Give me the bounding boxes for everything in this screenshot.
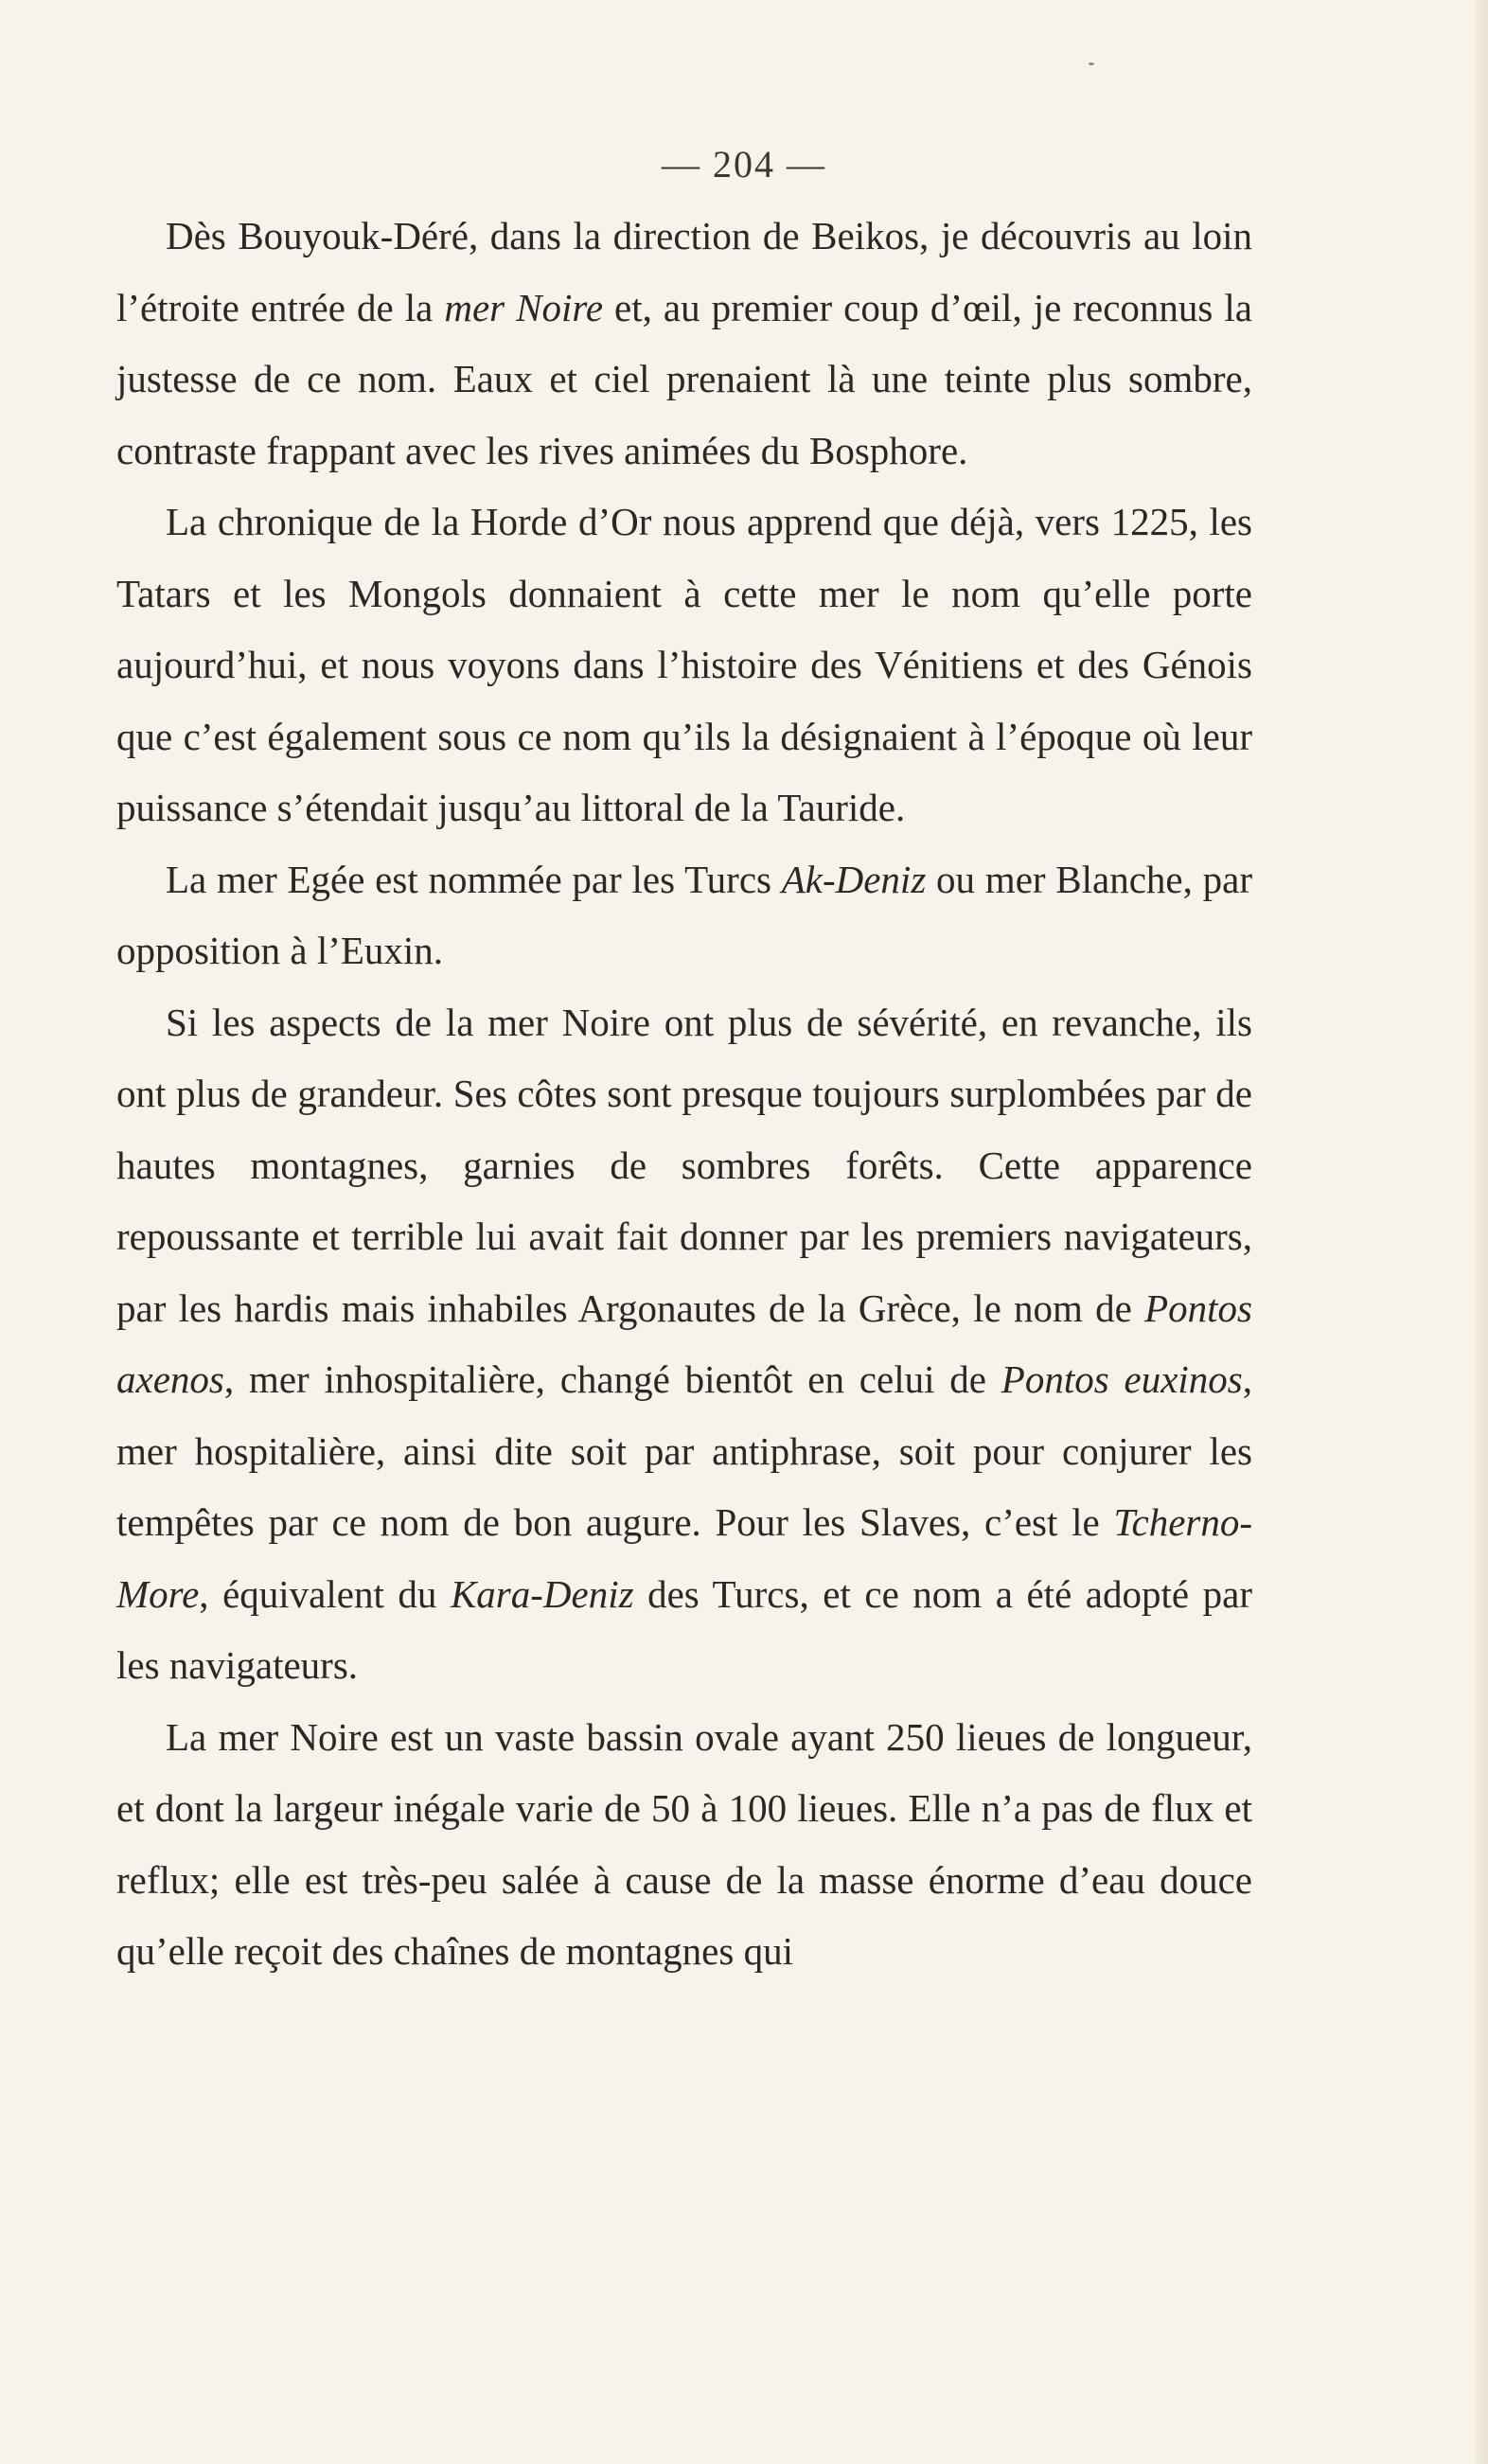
paragraph-3-text-end: ou mer Blanche, par opposition à l’Euxin. — [116, 857, 1252, 972]
paragraph-4-text-2: , mer inhospitalière, changé bientôt en celui de — [223, 1357, 1001, 1401]
paragraph-4-italic-kara-deniz: Kara-Deniz — [450, 1571, 634, 1616]
paragraph-3-italic-ak-deniz: Ak-Deniz — [781, 857, 927, 901]
paragraph-3 — [116, 844, 1252, 987]
paragraph-4-italic-pontos-euxinos: Pontos euxinos — [1001, 1357, 1243, 1401]
paragraph-4 — [116, 987, 1252, 1702]
paragraph-1-italic-mer-noire: mer Noire — [444, 285, 604, 329]
paragraph-1-text-end: et, au premier coup d’œil, je reconnus la justesse de ce nom. Eaux et ciel prenaient là une teinte plus sombre, contraste frappant avec les rives animées du Bosphore. — [116, 285, 1252, 472]
paragraph-5-text: La mer Noire est un vaste bassin ovale ayant 250 lieues de longueur, et dont la largeur inégale varie de 50 à 100 lieues. Elle n’a pas de flux et reflux; elle est très-peu salée à cause de la masse énorme d’eau douce qu’elle reçoit des chaînes de montagnes qui — [116, 1714, 1252, 1973]
paragraph-4-text-end: des Turcs, et ce nom a été adopté par les navigateurs. — [116, 1571, 1252, 1687]
paragraph-2 — [116, 487, 1252, 844]
ink-speck — [1089, 62, 1094, 65]
paragraph-3-text: La mer Egée est nommée par les Turcs — [166, 857, 782, 901]
paragraph-4-italic-tcherno-more: Tcherno-More — [116, 1500, 1252, 1616]
page-edge-shadow — [1475, 0, 1488, 2464]
paragraph-5 — [116, 1702, 1252, 1988]
paragraph-4-text-3: , mer hospitalière, ainsi dite soit par antiphrase, soit pour conjurer les tempêtes par ce nom de bon augure. Pour les Slaves, c’est le — [116, 1357, 1252, 1544]
page-number: — 204 — — [662, 143, 826, 186]
paragraph-4-text-4: , équivalent du — [199, 1571, 451, 1616]
paragraph-4-italic-pontos-axenos: Pontos axenos — [116, 1285, 1252, 1401]
paragraph-1-text: Dès Bouyouk-Déré, dans la direction de Beikos, je découvris au loin l’étroite entrée de la — [116, 214, 1252, 329]
paragraph-1 — [116, 201, 1252, 487]
body-text — [116, 201, 1252, 1988]
paragraph-2-text: La chronique de la Horde d’Or nous apprend que déjà, vers 1225, les Tatars et les Mongols donnaient à cette mer le nom qu’elle porte aujourd’hui, et nous voyons dans l’histoire des Vénitiens et des Génois que c’est également sous ce nom qu’ils la désignaient à l’époque où leur puissance s’étendait jusqu’au littoral de la Tauride. — [116, 500, 1252, 829]
paragraph-4-text: Si les aspects de la mer Noire ont plus de sévérité, en revanche, ils ont plus de grandeur. Ses côtes sont presque toujours surplombées par de hautes montagnes, garnies de sombres forêts. Cette apparence repoussante et terrible lui avait fait donner par les premiers navigateurs, par les hardis mais inhabiles Argonautes de la Grèce, le nom de — [116, 1000, 1252, 1330]
